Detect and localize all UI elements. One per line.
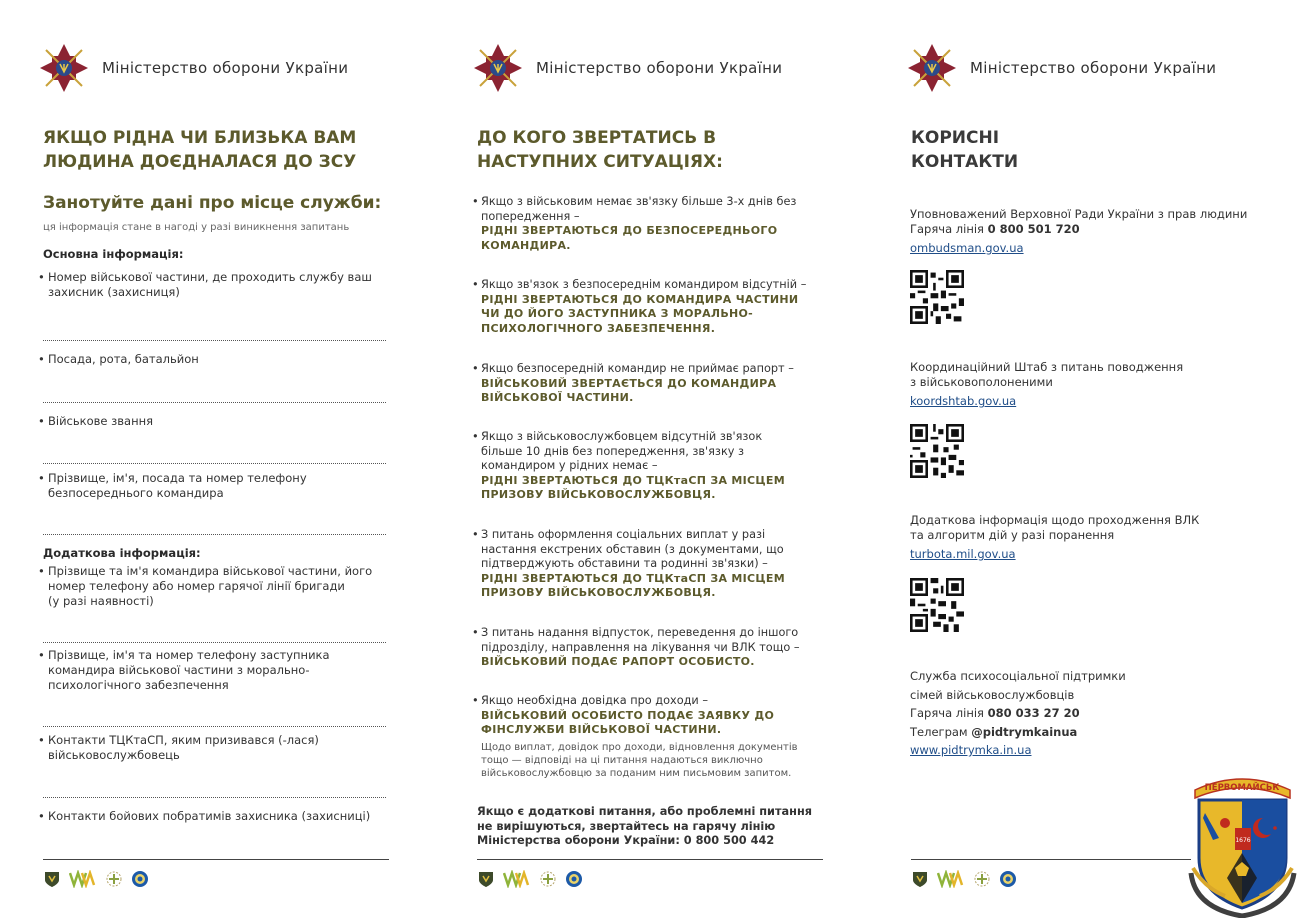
contact-koordshtab (910, 360, 1270, 409)
item-highlight: ПРИЗОВУ ВІЙСЬКОВОСЛУЖБОВЦЯ. (481, 488, 716, 501)
field-label: захисник (захисниця) (48, 285, 180, 299)
item-highlight: РІДНІ ЗВЕРТАЮТЬСЯ ДО КОМАНДИРА ЧАСТИНИ (481, 292, 799, 306)
item-highlight: РІДНІ ЗВЕРТАЮТЬСЯ ДО БЕЗПОСЕРЕДНЬОГО (481, 224, 778, 237)
ministry-name: Міністерство оборони України (970, 59, 1217, 77)
qr-code-icon[interactable] (910, 424, 964, 478)
contact-link-row (910, 241, 1270, 256)
partner-logos (43, 870, 149, 888)
contact-line: Додаткова інформація щодо проходження ВЛК (910, 513, 1200, 527)
field-unit-number: • Номер військової частини, де проходить службу ваш захисник (захисниця) (38, 270, 372, 299)
fill-line[interactable] (43, 642, 386, 643)
field-label: Контакти бойових побратимів захисника (захисниці) (48, 809, 371, 823)
fill-line[interactable] (43, 534, 386, 535)
contact-link-row (910, 394, 1270, 409)
field-label: Прізвище, ім'я та номер телефону заступника (48, 648, 330, 662)
shield-logo-icon (911, 870, 929, 888)
item-highlight: ВІЙСЬКОВИЙ ПОДАЄ РАПОРТ ОСОБИСТО. (481, 655, 755, 668)
telegram-handle[interactable]: @pidtrymkainua (971, 724, 1078, 739)
list-item: • Якщо необхідна довідка про доходи – ВІЙСЬКОВИЙ ОСОБИСТО ПОДАЄ ЗАЯВКУ ДО ФІНСЛУЖБИ ВІЙСЬКОВОЇ ЧАСТИНИ. (472, 694, 817, 738)
list-item: • Якщо безпосередній командир не приймає рапорт – ВІЙСЬКОВИЙ ЗВЕРТАЄТЬСЯ ДО КОМАНДИРА ВІЙСЬКОВОЇ ЧАСТИНИ. (472, 362, 817, 406)
fill-line[interactable] (43, 797, 386, 798)
header (472, 40, 782, 96)
field-label: Військове звання (48, 414, 154, 428)
contact-link-row (910, 741, 1270, 760)
field-label: командира військової частини з морально- (48, 663, 310, 677)
round-seal-icon (999, 870, 1017, 888)
fill-line[interactable] (43, 463, 386, 464)
cross-logo-icon (973, 870, 991, 888)
item-highlight: ВІЙСЬКОВОЇ ЧАСТИНИ. (481, 391, 634, 404)
ministry-name: Міністерство оборони України (102, 59, 349, 77)
list-item: • З питань надання відпусток, переведення до іншого підрозділу, направлення на лікування чи ВЛК тощо – ВІЙСЬКОВИЙ ПОДАЄ РАПОРТ ОСОБИСТО. (472, 626, 817, 670)
item-text: Якщо необхідна довідка про доходи – (481, 694, 709, 707)
field-rank: • Військове звання (38, 414, 154, 428)
contact-prefix: Телеграм (910, 724, 972, 739)
turbota-link[interactable]: turbota.mil.gov.ua (910, 547, 1016, 561)
shield-logo-icon (43, 870, 61, 888)
cross-logo-icon (539, 870, 557, 888)
fill-line[interactable] (43, 402, 386, 403)
qr-code-icon[interactable] (910, 270, 964, 324)
field-label: (у разі наявності) (48, 594, 154, 608)
field-label: Посада, рота, батальйон (48, 352, 199, 366)
qr-code-icon[interactable] (910, 578, 964, 632)
title-line: КОНТАКТИ (911, 152, 1019, 172)
item-highlight: РІДНІ ЗВЕРТАЮТЬСЯ ДО ТЦКтаСП ЗА МІСЦЕМ (481, 473, 785, 487)
field-label: психологічного забезпечення (48, 678, 229, 692)
field-label: військовослужбовець (48, 748, 180, 762)
subtitle: Занотуйте дані про місце служби: (43, 193, 382, 213)
item-text: Якщо з військовим немає зв'язку більше 3-х днів без (481, 195, 797, 208)
note-line: Щодо виплат, довідок про доходи, відновлення документів (481, 742, 798, 753)
field-label: безпосереднього командира (48, 486, 224, 500)
contact-line: Уповноважений Верховної Ради України з прав людини (910, 207, 1248, 221)
item-text: Якщо безпосередній командир не приймає рапорт – (481, 362, 794, 375)
hotline-note (477, 805, 822, 849)
contact-line: з військовополоненими (910, 375, 1053, 389)
item-highlight: РІДНІ ЗВЕРТАЮТЬСЯ ДО ТЦКтаСП ЗА МІСЦЕМ (481, 571, 785, 585)
title-line: ДО КОГО ЗВЕРТАТИСЬ В (477, 128, 717, 148)
contact-line (910, 704, 1270, 723)
column-middle (472, 0, 852, 919)
pidtrymka-link[interactable]: www.pidtrymka.in.ua (910, 743, 1032, 757)
hotline-number: 0 800 501 720 (987, 222, 1080, 236)
field-label: Прізвище, ім'я, посада та номер телефону (48, 471, 307, 485)
field-tcc: • Контакти ТЦКтаСП, яким призивався (-лася) військовослужбовець (38, 733, 319, 762)
title-line: НАСТУПНИХ СИТУАЦІЯХ: (477, 152, 723, 172)
list-item: • Якщо з військовослужбовцем відсутній зв'язок більше 10 днів без попередження, зв'язку з командиром у рідних немає – РІДНІ ЗВЕРТАЮТЬСЯ ДО ТЦКтаСП ЗА МІСЦЕМ ПРИЗОВУ ВІЙСЬКОВОСЛУЖБОВЦЯ. (472, 430, 817, 503)
list-item: • Якщо зв'язок з безпосереднім командиром відсутній – РІДНІ ЗВЕРТАЮТЬСЯ ДО КОМАНДИРА ЧАСТИНИ ЧИ ДО ЙОГО ЗАСТУПНИКА З МОРАЛЬНО- ПСИХОЛОГІЧНОГО ЗАБЕЗПЕЧЕННЯ. (472, 278, 817, 336)
ww-logo-icon (937, 870, 965, 888)
note-text (481, 741, 821, 780)
header (906, 40, 1216, 96)
list-item: • З питань оформлення соціальних виплат у разі настання екстрених обставин (з документами, що підтверджують обставини та родинні зв'язки) – РІДНІ ЗВЕРТАЮТЬСЯ ДО ТЦКтаСП ЗА МІСЦЕМ ПРИЗОВУ ВІЙСЬКОВОСЛУЖБОВЦЯ. (472, 528, 817, 601)
koordshtab-link[interactable]: koordshtab.gov.ua (910, 394, 1017, 408)
contact-line: Координаційний Штаб з питань поводження (910, 360, 1184, 374)
header (38, 40, 348, 96)
cross-logo-icon (105, 870, 123, 888)
hotline-line: не вирішуються, звертайтесь на гарячу лінію (477, 819, 776, 833)
shield-logo-icon (477, 870, 495, 888)
title-line: ЛЮДИНА ДОЄДНАЛАСЯ ДО ЗСУ (43, 152, 357, 172)
contact-line (910, 723, 1270, 742)
partner-logos (911, 870, 1017, 888)
item-text: попередження – (481, 209, 580, 223)
city-coat-of-arms-icon (1185, 768, 1300, 918)
round-seal-icon (565, 870, 583, 888)
hotline-line: Якщо є додаткові питання, або проблемні питання (477, 805, 813, 818)
field-commander: • Прізвище, ім'я, посада та номер телефону безпосереднього командира (38, 471, 307, 500)
contact-line: Служба психосоціальної підтримки (910, 669, 1126, 683)
title-line: КОРИСНІ (911, 128, 1000, 148)
item-text: підрозділу, направлення на лікування чи ВЛК тощо – (481, 640, 800, 654)
field-position: • Посада, рота, батальйон (38, 352, 199, 366)
item-highlight: ФІНСЛУЖБИ ВІЙСЬКОВОЇ ЧАСТИНИ. (481, 723, 722, 736)
item-text: командиром у рідних немає – (481, 459, 658, 472)
main-info-heading: Основна інформація: (43, 247, 184, 261)
item-text: більше 10 днів без попередження, зв'язку з (481, 444, 745, 458)
ministry-name: Міністерство оборони України (536, 59, 783, 77)
footer-divider (43, 859, 389, 860)
ministry-emblem-icon (906, 42, 958, 94)
item-highlight: ЧИ ДО ЙОГО ЗАСТУПНИКА З МОРАЛЬНО- (481, 307, 754, 320)
round-seal-icon (131, 870, 149, 888)
item-text: настання екстрених обставин (з документами, що (481, 542, 784, 556)
contacts-title (911, 126, 1018, 174)
item-highlight: ПСИХОЛОГІЧНОГО ЗАБЕЗПЕЧЕННЯ. (481, 321, 716, 335)
hint-text: ця інформація стане в нагоді у разі виникнення запитань (43, 222, 350, 233)
hotline-line: Міністерства оборони України: 0 800 500 442 (477, 834, 775, 847)
page-title (43, 126, 356, 174)
item-text: підтверджують обставини та родинні зв'язки) – (481, 557, 768, 570)
hotline-number: 080 033 27 20 (987, 706, 1080, 720)
field-unit-commander: • Прізвище та ім'я командира військової частини, його номер телефону або номер гарячої лінії бригади (у разі наявності) (38, 564, 373, 608)
item-text: З питань оформлення соціальних виплат у разі (481, 528, 766, 541)
column-left (38, 0, 418, 919)
item-highlight: ПРИЗОВУ ВІЙСЬКОВОСЛУЖБОВЦЯ. (481, 586, 716, 599)
fill-line[interactable] (43, 726, 386, 727)
section-title (477, 126, 723, 174)
list-item: • Якщо з військовим немає зв'язку більше 3-х днів без попередження – РІДНІ ЗВЕРТАЮТЬСЯ ДО БЕЗПОСЕРЕДНЬОГО КОМАНДИРА. (472, 195, 817, 253)
item-text: Якщо з військовослужбовцем відсутній зв'язок (481, 430, 763, 443)
ww-logo-icon (69, 870, 97, 888)
extra-info-heading: Додаткова інформація: (43, 546, 201, 560)
contact-prefix: Гаряча лінія (910, 222, 988, 236)
contact-line: та алгоритм дій у разі поранення (910, 528, 1115, 542)
field-deputy: • Прізвище, ім'я та номер телефону заступника командира військової частини з морально- психологічного забезпечення (38, 648, 330, 692)
contact-link-row (910, 547, 1270, 562)
note-line: військовослужбовцю за поданим ним письмовим запитом. (481, 768, 792, 779)
partner-logos (477, 870, 583, 888)
field-label: Прізвище та ім'я командира військової частини, його (48, 564, 373, 578)
contact-prefix: Гаряча лінія (910, 706, 988, 720)
item-text: Якщо зв'язок з безпосереднім командиром відсутній – (481, 278, 807, 291)
item-highlight: ВІЙСЬКОВИЙ ОСОБИСТО ПОДАЄ ЗАЯВКУ ДО (481, 708, 775, 722)
ministry-emblem-icon (38, 42, 90, 94)
contact-ombudsman (910, 207, 1270, 256)
field-label: Контакти ТЦКтаСП, яким призивався (-лася) (48, 733, 319, 747)
footer-divider (477, 859, 823, 860)
coat-city-name: ПЕРВОМАЙСЬК (1204, 783, 1280, 793)
ministry-emblem-icon (472, 42, 524, 94)
item-highlight: ВІЙСЬКОВИЙ ЗВЕРТАЄТЬСЯ ДО КОМАНДИРА (481, 376, 777, 390)
item-highlight: КОМАНДИРА. (481, 238, 571, 252)
fill-line[interactable] (43, 340, 386, 341)
coat-year: 1676 (1235, 837, 1251, 844)
ww-logo-icon (503, 870, 531, 888)
footer-divider (911, 859, 1191, 860)
note-line: тощо — відповіді на ці питання надаються виключно (481, 755, 763, 766)
field-comrades: • Контакти бойових побратимів захисника (захисниці) (38, 809, 371, 823)
title-line: ЯКЩО РІДНА ЧИ БЛИЗЬКА ВАМ (43, 128, 357, 148)
field-label: Номер військової частини, де проходить службу ваш (48, 270, 372, 284)
field-label: номер телефону або номер гарячої лінії бригади (48, 579, 345, 593)
item-text: З питань надання відпусток, переведення до іншого (481, 626, 799, 639)
contact-line: сімей військовослужбовців (910, 687, 1075, 702)
ombudsman-link[interactable]: ombudsman.gov.ua (910, 241, 1024, 255)
contact-pidtrymka (910, 667, 1270, 760)
contact-line (910, 222, 1270, 237)
contact-turbota (910, 513, 1270, 562)
